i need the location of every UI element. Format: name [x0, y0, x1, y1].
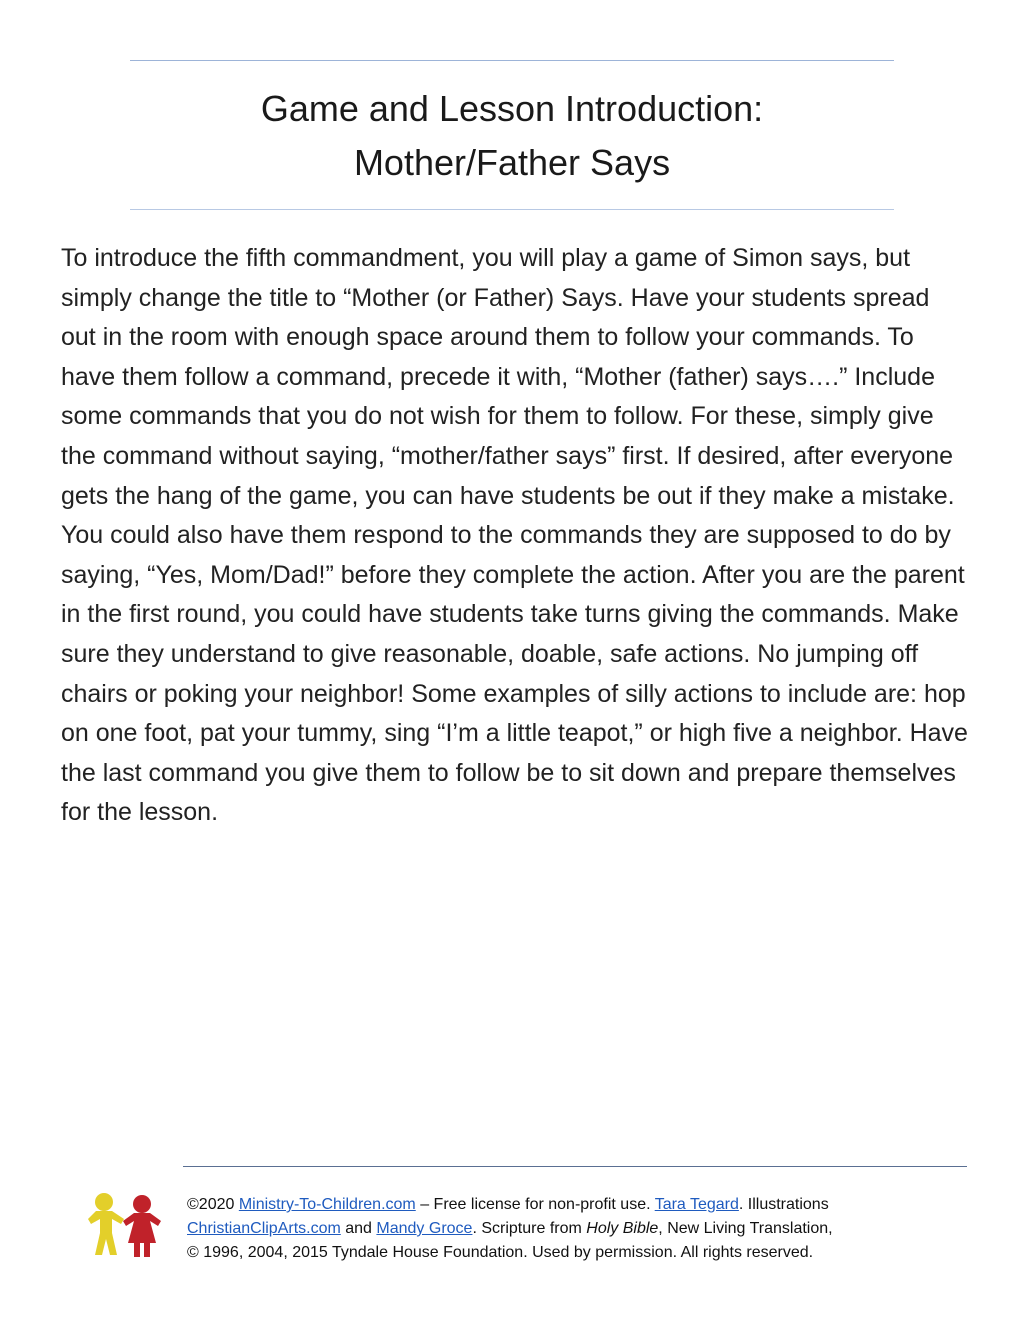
- yellow-child-figure: [88, 1193, 124, 1255]
- translation-text: , New Living Translation,: [658, 1220, 833, 1237]
- lesson-body-paragraph: To introduce the fifth commandment, you will play a game of Simon says, but simply change the title to “Mother (or Father) Says. Have your students spread out in the room with enough space around them to follow your commands. To have them follow a command, precede it with, “Mother (father) says….” Include some commands that you do not wish for them to follow. For these, simply give the command without saying, “mother/father says” first. If desired, after everyone gets the hang of the game, you can have students be out if they make a mistake. You could also have them respond to the commands they are supposed to do by saying, “Yes, Mom/Dad!” before they complete the action. After you are the parent in the first round, you could have students take turns giving the commands. Make sure they understand to give reasonable, doable, safe actions. No jumping off chairs or poking your neighbor! Some examples of silly actions to include are: hop on one foot, pat your tummy, sing “I’m a little teapot,” or high five a neighbor. Have the last command you give them to follow be to sit down and prepare themselves for the lesson.: [61, 244, 968, 827]
- red-child-figure: [123, 1195, 161, 1257]
- top-divider: [130, 60, 894, 61]
- christian-clip-arts-link[interactable]: ChristianClipArts.com: [187, 1220, 341, 1237]
- rights-text: © 1996, 2004, 2015 Tyndale House Foundation. Used by permission. All rights reserved.: [187, 1244, 814, 1261]
- footer-credits: [187, 1193, 977, 1265]
- and-text: and: [340, 1220, 377, 1237]
- footer-divider: [183, 1166, 967, 1167]
- paper-doll-children-icon: [80, 1190, 166, 1260]
- author-link[interactable]: Tara Tegard: [654, 1196, 739, 1213]
- title-divider: [130, 209, 894, 210]
- illustrator-link[interactable]: Mandy Groce: [376, 1220, 473, 1237]
- copyright-prefix: ©2020: [187, 1196, 239, 1213]
- license-text: – Free license for non-profit use.: [415, 1196, 655, 1213]
- title-line-1: Game and Lesson Introduction:: [260, 88, 764, 129]
- ministry-to-children-link[interactable]: Ministry-To-Children.com: [238, 1196, 416, 1213]
- bible-title: Holy Bible: [586, 1220, 659, 1237]
- scripture-prefix: . Scripture from: [472, 1220, 587, 1237]
- title-line-2: Mother/Father Says: [353, 142, 671, 183]
- illustrations-text: . Illustrations: [738, 1196, 829, 1213]
- page-title: [130, 82, 894, 190]
